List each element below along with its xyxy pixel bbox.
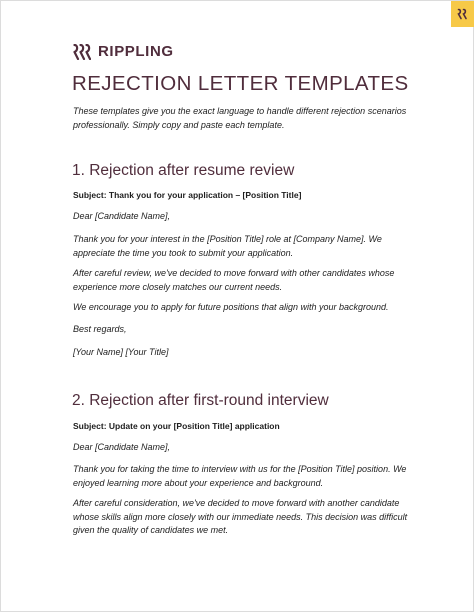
section-heading-first-round-interview: 2. Rejection after first-round interview — [72, 392, 329, 409]
letter-paragraph: After careful consideration, we've decided to move forward with another candidate whose skills align more closely with our immediate needs. This decision was difficult given the quality of candidates we met. — [73, 498, 408, 535]
letter-paragraph: Thank you for taking the time to interview with us for the [Position Title] position. We enjoyed learning more about your experience and background. — [73, 464, 407, 488]
salutation: Dear [Candidate Name], — [73, 211, 171, 221]
salutation: Dear [Candidate Name], — [73, 442, 171, 452]
intro-text: These templates give you the exact language to handle different rejection scenarios professionally. Simply copy and paste each template. — [73, 106, 407, 130]
page-title: REJECTION LETTER TEMPLATES — [72, 72, 409, 95]
brand-logo — [73, 43, 174, 61]
section-heading-resume-review: 1. Rejection after resume review — [72, 162, 295, 179]
subject-line: Subject: Update on your [Position Title] application — [73, 421, 280, 431]
signature-placeholder: [Your Name] [Your Title] — [73, 347, 169, 357]
letter-paragraph: Thank you for your interest in the [Position Title] role at [Company Name]. We appreciate the time you took to submit your application. — [73, 234, 382, 258]
letter-paragraph: We encourage you to apply for future positions that align with your background. — [73, 302, 389, 312]
sign-off: Best regards, — [73, 324, 127, 334]
brand-name: RIPPLING — [98, 43, 174, 60]
letter-paragraph: After careful review, we've decided to move forward with other candidates whose experience more closely matches our current needs. — [73, 268, 395, 292]
subject-line: Subject: Thank you for your application – [Position Title] — [73, 190, 302, 200]
rippling-mark-icon — [457, 8, 469, 20]
corner-tab — [451, 1, 474, 27]
rippling-logo-icon — [73, 44, 91, 60]
